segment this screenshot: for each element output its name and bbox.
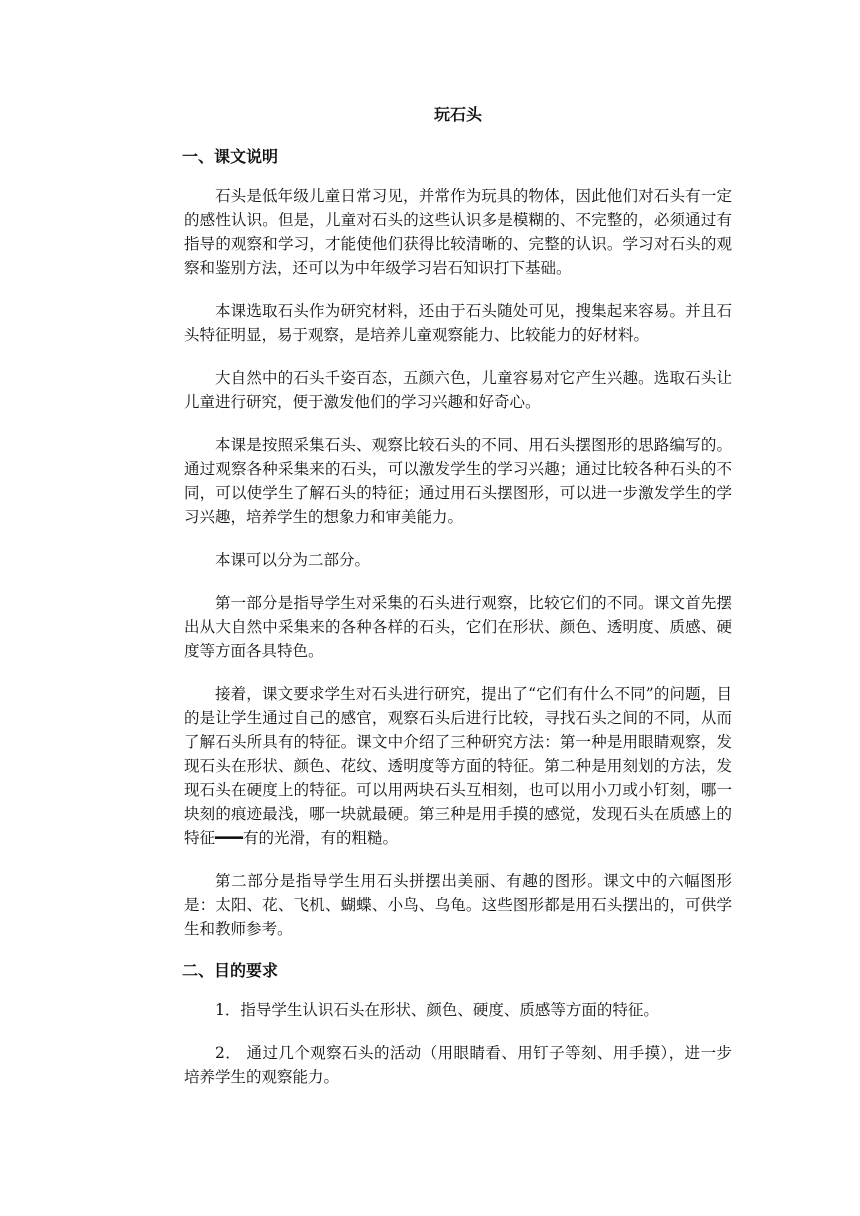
paragraph: 石头是低年级儿童日常习见，并常作为玩具的物体，因此他们对石头有一定的感性认识。但是，儿童对石头的这些认识多是模糊的、不完整的，必须通过有指导的观察和学习，才能使他们获得比较清晰的、完整的认识。学习对石头的观察和鉴别方法，还可以为中年级学习岩石知识打下基础。 xyxy=(184,187,732,277)
paragraph: 接着，课文要求学生对石头进行研究，提出了“它们有什么不同”的问题，目的是让学生通过自己的感官，观察石头后进行比较，寻找石头之间的不同，从而了解石头所具有的特征。课文中介绍了三种研究方法：第一种是用眼睛观察，发现石头在形状、颜色、花纹、透明度等方面的特征。第二种是用刻划的方法，发现石头在硬度上的特征。可以用两块石头互相刻，也可以用小刀或小钉刻，哪一块刻的痕迹最浅，哪一块就最硬。第三种是用手摸的感觉，发现石头在质感上的特征━━━有的光滑，有的粗糙。 xyxy=(184,685,732,847)
paragraph: 大自然中的石头千姿百态，五颜六色，儿童容易对它产生兴趣。选取石头让儿童进行研究，便于激发他们的学习兴趣和好奇心。 xyxy=(184,369,732,411)
section-heading: 二、目的要求 xyxy=(182,961,279,980)
paragraph: 第一部分是指导学生对采集的石头进行观察，比较它们的不同。课文首先摆出从大自然中采集来的各种各样的石头，它们在形状、颜色、透明度、质感、硬度等方面各具特色。 xyxy=(184,594,732,660)
section-heading: 一、课文说明 xyxy=(182,147,279,166)
document-page xyxy=(184,100,732,1108)
paragraph: 第二部分是指导学生用石头拼摆出美丽、有趣的图形。课文中的六幅图形是：太阳、花、飞机、蝴蝶、小鸟、乌龟。这些图形都是用石头摆出的，可供学生和教师参考。 xyxy=(184,872,732,938)
section-objectives xyxy=(184,960,732,1089)
list-item: 2． 通过几个观察石头的活动（用眼睛看、用钉子等刻、用手摸），进一步培养学生的观察能力。 xyxy=(184,1044,732,1086)
paragraph: 本课可以分为二部分。 xyxy=(215,551,371,569)
paragraph: 本课是按照采集石头、观察比较石头的不同、用石头摆图形的思路编写的。通过观察各种采集来的石头，可以激发学生的学习兴趣；通过比较各种石头的不同，可以使学生了解石头的特征；通过用石头摆图形，可以进一步激发学生的学习兴趣，培养学生的想象力和审美能力。 xyxy=(184,436,732,526)
document-title: 玩石头 xyxy=(433,105,482,124)
list-item: 1．指导学生认识石头在形状、颜色、硬度、质感等方面的特征。 xyxy=(215,1001,659,1019)
paragraph: 本课选取石头作为研究材料，还由于石头随处可见，搜集起来容易。并且石头特征明显，易于观察，是培养儿童观察能力、比较能力的好材料。 xyxy=(184,302,732,344)
section-lesson-explanation xyxy=(184,146,732,941)
